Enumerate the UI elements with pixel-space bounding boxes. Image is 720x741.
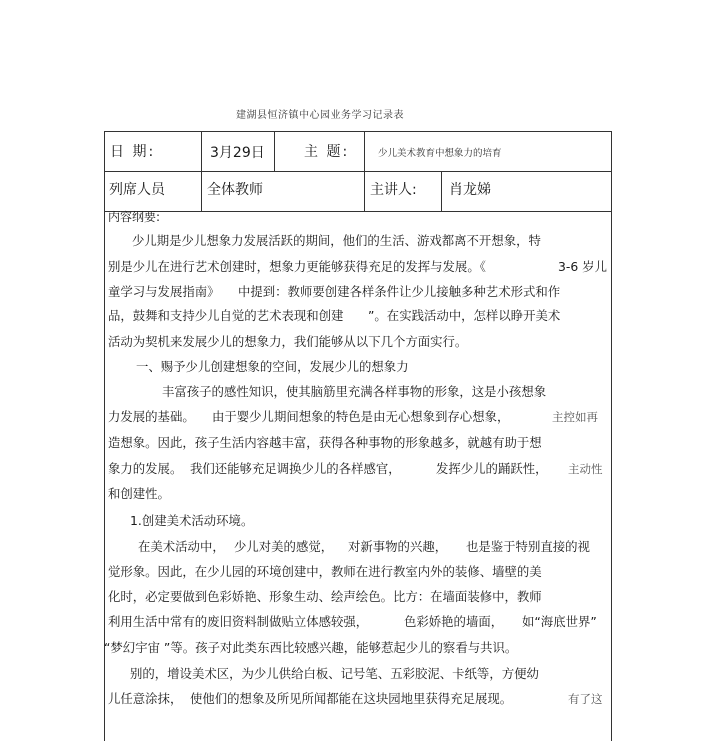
body-line: 发挥少儿的踊跃性， [436, 461, 548, 476]
record-table [104, 131, 612, 741]
topic-value: 少儿美术教育中想象力的培育 [378, 148, 502, 159]
table-row-divider-2 [104, 211, 612, 212]
body-line: 使他们的想象及所见所闻都能在这块园地里获得充足展现。 [190, 691, 513, 706]
body-line: 力发展的基础。 [108, 409, 195, 424]
body-line: 少儿期是少儿想象力发展活跃的期间，他们的生活、游戏都离不开想象，特 [132, 233, 541, 248]
body-line: 利用生活中常有的废旧资料制做贴立体感较强， [108, 614, 369, 629]
body-line: 童学习与发展指南》 [108, 284, 220, 299]
body-line: 活动为契机来发展少儿的想象力，我们能够从以下几个方面实行。 [108, 334, 468, 349]
body-line: 丰富孩子的感性知识，使其脑筋里充满各样事物的形象，这是小孩想象 [162, 384, 547, 399]
body-line: 化时，必定要做到色彩娇艳、形象生动、绘声绘色。比方：在墙面装修中，教师 [108, 589, 542, 604]
body-line: 主动性 [568, 462, 603, 476]
date-value: 3月29日 [210, 145, 265, 161]
body-line: 中提到：教师要创建各样条件让少儿接触多种艺术形式和作 [238, 284, 561, 299]
body-line: 也是鉴于特别直接的视 [466, 539, 590, 554]
body-line: 造想象。因此，孩子生活内容越丰富，获得各种事物的形象越多，就越有助于想 [108, 435, 542, 450]
attendees-label: 列席人员 [109, 182, 165, 198]
body-line: 觉形象。因此，在少儿园的环境创建中，教师在进行教室内外的装修、墙壁的美 [108, 564, 542, 579]
document-title: 建湖县恒济镇中心园业务学习记录表 [236, 110, 404, 121]
body-line: 别是少儿在进行艺术创建时，想象力更能够获得充足的发挥与发展。《 [108, 259, 486, 274]
table-col-divider-1 [201, 131, 202, 211]
body-line: 由于婴少儿期间想象的特色是由无心想象到存心想象， [212, 409, 510, 424]
table-border-right [611, 131, 612, 741]
table-row-divider-1 [104, 171, 612, 172]
body-line: 少儿对美的感觉， [234, 539, 334, 554]
subsection-heading: 1.创建美术活动环境。 [130, 513, 254, 528]
section-heading: 一、赐予少儿创建想象的空间，发展少儿的想象力 [136, 359, 409, 374]
table-col-divider-4 [441, 171, 442, 211]
body-line: 在美术活动中， [138, 539, 225, 554]
speaker-label: 主讲人: [370, 182, 417, 198]
body-line: 有了这 [568, 692, 603, 706]
table-col-divider-3 [364, 131, 365, 211]
body-line: 我们还能够充足调换少儿的各样感官， [190, 461, 401, 476]
table-col-divider-2 [274, 131, 275, 171]
date-label: 日 期: [110, 144, 156, 160]
body-line: ”。在实践活动中，怎样以睁开美术 [368, 308, 561, 323]
body-line: 儿任意涂抹， [108, 691, 183, 706]
body-line: 象力的发展。 [108, 461, 183, 476]
outline-label: 内容纲要: [108, 210, 161, 224]
body-line: “梦幻宇宙 ”等。孩子对此类东西比较感兴趣，能够惹起少儿的察看与共识。 [104, 640, 518, 655]
body-line: 色彩娇艳的墙面， [404, 614, 504, 629]
body-line: 别的，增设美术区，为少儿供给白板、记号笔、五彩胶泥、卡纸等，方便幼 [130, 666, 539, 681]
body-line: 如“海底世界” [522, 614, 597, 629]
topic-label: 主 题: [304, 144, 350, 160]
body-line: 品，鼓舞和支持少儿自觉的艺术表现和创建 [108, 308, 344, 323]
attendees-value: 全体教师 [207, 182, 263, 198]
body-line: 3-6 岁儿 [558, 259, 607, 274]
table-border-top [104, 131, 612, 132]
body-line: 对新事物的兴趣， [348, 539, 448, 554]
body-line: 主控如再 [552, 410, 598, 424]
speaker-value: 肖龙娣 [449, 182, 491, 198]
body-line: 和创建性。 [108, 486, 170, 501]
